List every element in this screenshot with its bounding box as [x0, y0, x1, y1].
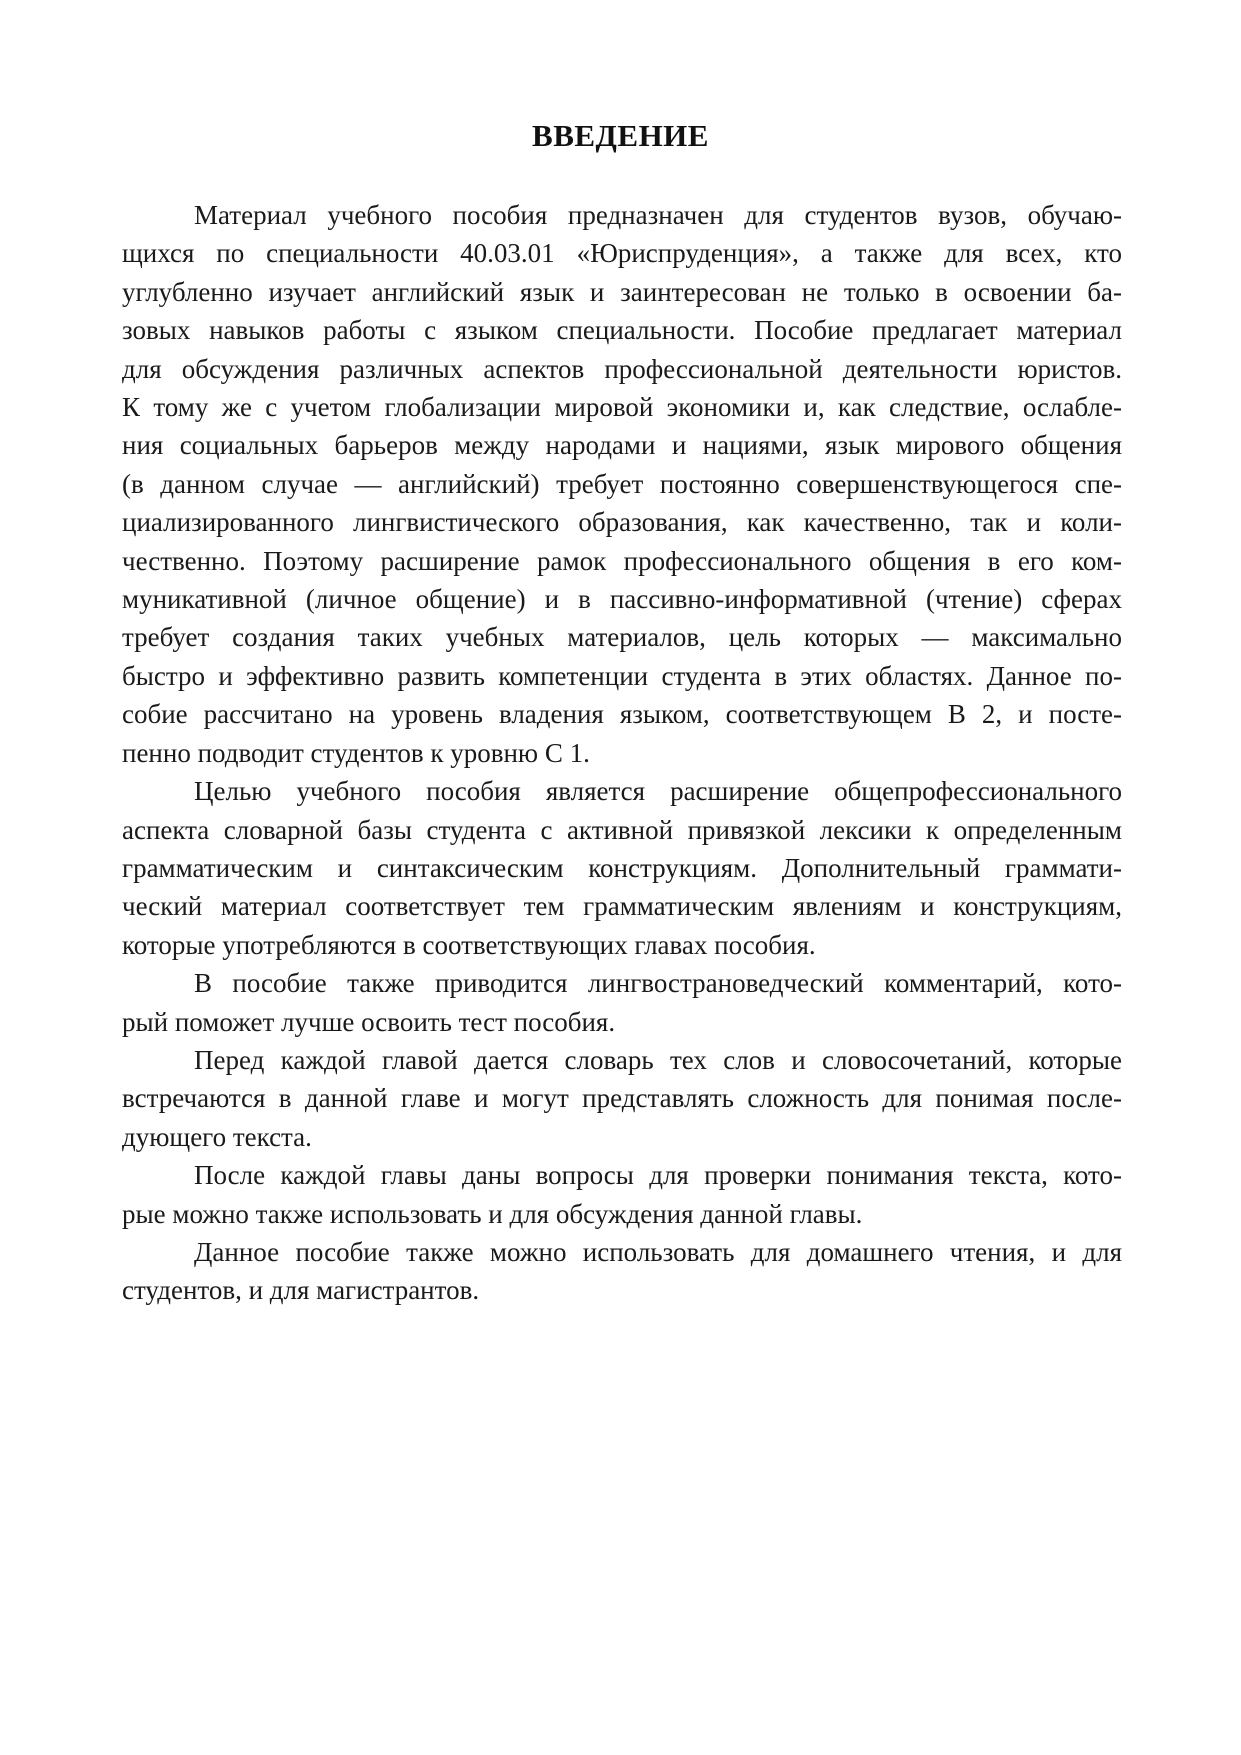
text-line: аспекта словарной базы студента с активной привязкой лексики к определенным	[122, 814, 1122, 845]
text-line: пенно подводит студентов к уровню С 1.	[122, 737, 590, 768]
paragraph-4	[122, 1041, 1122, 1156]
text-line: встречаются в данной главе и могут представлять сложность для понимая после-	[122, 1083, 1122, 1114]
text-line: собие рассчитано на уровень владения языком, соответствующем В 2, и посте-	[122, 699, 1122, 730]
paragraph-5	[122, 1156, 1122, 1233]
paragraph-3	[122, 964, 1122, 1041]
text-line: грамматическим и синтаксическим конструкциям. Дополнительный граммати-	[122, 852, 1122, 883]
text-line: чественно. Поэтому расширение рамок профессионального общения в его ком-	[122, 545, 1122, 576]
document-body	[122, 196, 1122, 1310]
text-line: ческий материал соответствует тем грамматическим явлениям и конструкциям,	[122, 891, 1122, 922]
page-title: ВВЕДЕНИЕ	[532, 118, 709, 153]
text-line: К тому же с учетом глобализации мировой экономики и, как следствие, ослабле-	[122, 392, 1122, 423]
text-line: быстро и эффективно развить компетенции студента в этих областях. Данное по-	[122, 660, 1122, 691]
paragraph-6	[122, 1233, 1122, 1310]
text-line: зовых навыков работы с языком специальности. Пособие предлагает материал	[122, 315, 1122, 346]
text-line: которые употребляются в соответствующих главах пособия.	[122, 929, 816, 960]
text-line: (в данном случае — английский) требует постоянно совершенствующегося спе-	[122, 468, 1122, 499]
paragraph-2	[122, 772, 1122, 964]
text-line: для обсуждения различных аспектов профессиональной деятельности юристов.	[122, 353, 1122, 384]
text-line: рый поможет лучше освоить тест пособия.	[122, 1006, 616, 1037]
text-line: рые можно также использовать и для обсуждения данной главы.	[122, 1198, 863, 1229]
text-line: Перед каждой главой дается словарь тех слов и словосочетаний, которые	[194, 1044, 1122, 1075]
text-line: После каждой главы даны вопросы для проверки понимания текста, кото-	[194, 1160, 1122, 1191]
text-line: углубленно изучает английский язык и заинтересован не только в освоении ба-	[122, 276, 1122, 307]
paragraph-1	[122, 196, 1122, 772]
text-line: студентов, и для магистрантов.	[122, 1275, 480, 1306]
text-line: Данное пособие также можно использовать для домашнего чтения, и для	[194, 1236, 1122, 1267]
text-line: циализированного лингвистического образования, как качественно, так и коли-	[122, 507, 1122, 538]
text-line: В пособие также приводится лингвострановедческий комментарий, кото-	[194, 968, 1122, 999]
text-line: Целью учебного пособия является расширение общепрофессионального	[194, 776, 1122, 807]
text-line: щихся по специальности 40.03.01 «Юриспруденция», а также для всех, кто	[122, 238, 1122, 269]
text-line: ния социальных барьеров между народами и нациями, язык мирового общения	[122, 430, 1122, 461]
text-line: дующего текста.	[122, 1121, 312, 1152]
text-line: муникативной (личное общение) и в пассивно-информативной (чтение) сферах	[122, 584, 1122, 615]
text-line: требует создания таких учебных материалов, цель которых — максимально	[122, 622, 1122, 653]
text-line: Материал учебного пособия предназначен для студентов вузов, обучаю-	[194, 200, 1122, 230]
